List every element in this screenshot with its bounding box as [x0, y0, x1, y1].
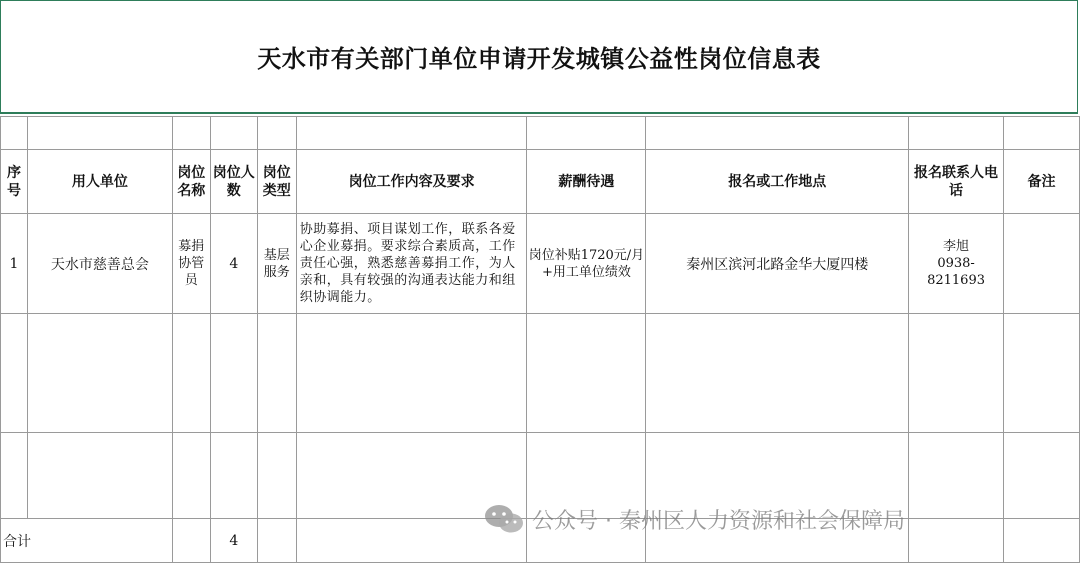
total-label: 合计 [1, 519, 173, 563]
header-employer: 用人单位 [27, 150, 172, 214]
cell-content: 协助募捐、项目谋划工作，联系各爱心企业募捐。要求综合素质高，工作责任心强，熟悉慈善募捐工作，为人亲和，具有较强的沟通表达能力和组织协调能力。 [296, 214, 527, 314]
header-seq: 序号 [1, 150, 28, 214]
total-count: 4 [210, 519, 257, 563]
contact-phone: 0938-8211693 [927, 256, 985, 288]
header-remark: 备注 [1004, 150, 1080, 214]
contact-name: 李旭 [943, 239, 970, 254]
empty-row [1, 314, 1080, 433]
watermark [484, 502, 905, 536]
table-row [1, 214, 1080, 314]
cell-position-name: 募捐协管员 [172, 214, 210, 314]
cell-contact [909, 214, 1004, 314]
header-position-type: 岗位类型 [257, 150, 296, 214]
position-table [0, 116, 1080, 563]
wechat-icon [484, 502, 524, 536]
header-position-name: 岗位名称 [172, 150, 210, 214]
header-position-count: 岗位人数 [210, 150, 257, 214]
header-contact: 报名联系人电话 [909, 150, 1004, 214]
cell-employer: 天水市慈善总会 [27, 214, 172, 314]
header-location: 报名或工作地点 [646, 150, 909, 214]
cell-seq: 1 [1, 214, 28, 314]
cell-salary: 岗位补贴1720元/月+用工单位绩效 [527, 214, 646, 314]
cell-position-count: 4 [210, 214, 257, 314]
blank-row [1, 117, 1080, 150]
cell-position-type: 基层服务 [257, 214, 296, 314]
header-row [1, 150, 1080, 214]
header-salary: 薪酬待遇 [527, 150, 646, 214]
cell-location: 秦州区滨河北路金华大厦四楼 [646, 214, 909, 314]
header-content: 岗位工作内容及要求 [296, 150, 527, 214]
page-title: 天水市有关部门单位申请开发城镇公益性岗位信息表 [257, 44, 821, 73]
cell-remark [1004, 214, 1080, 314]
title-box [0, 0, 1078, 114]
watermark-text: 公众号 · 秦州区人力资源和社会保障局 [532, 508, 905, 534]
